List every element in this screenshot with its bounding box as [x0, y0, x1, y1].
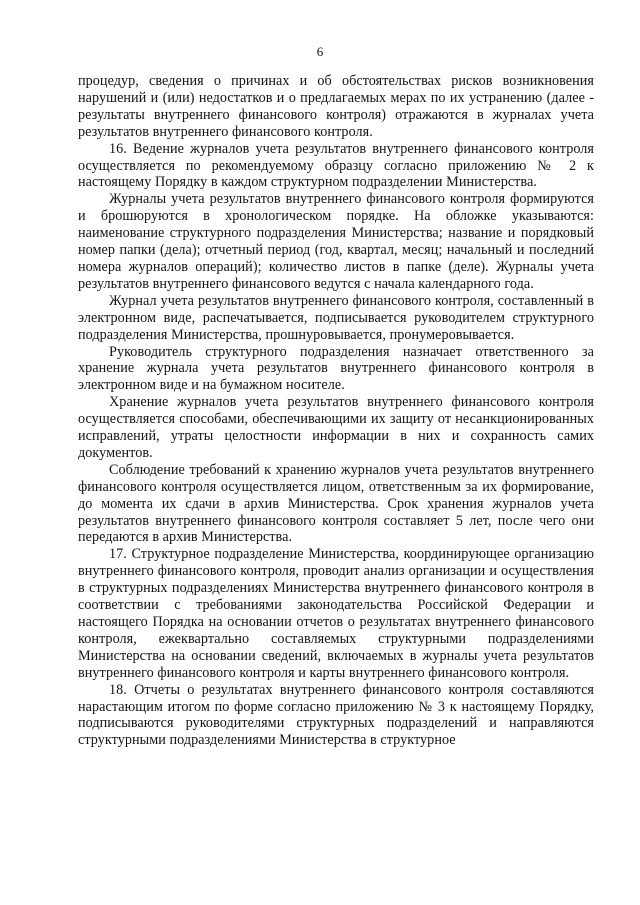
- paragraph-journals-formation: Журналы учета результатов внутреннего финансового контроля формируются и брошюруются в хронологическом порядке. На обложке указываются: наименование структурного подразделения Министерства; название и порядковый номер папки (дела); отчетный период (год, квартал, месяц; начальный и последний номера журналов операций); количество листов в папке (деле). Журналы учета результатов внутреннего финансового ведутся с начала календарного года.: [78, 191, 594, 292]
- paragraph-storage: Хранение журналов учета результатов внутреннего финансового контроля осуществляется способами, обеспечивающими их защиту от несанкционированных исправлений, утраты целостности информации в них и сохранность самих документов.: [78, 394, 594, 461]
- paragraph-continuation: процедур, сведения о причинах и об обстоятельствах рисков возникновения нарушений и (или) недостатков и о предлагаемых мерах по их устранению (далее - результаты внутреннего финансового контроля) отражаются в журналах учета результатов внутреннего финансового контроля.: [78, 73, 594, 140]
- paragraph-item-16: 16. Ведение журналов учета результатов внутреннего финансового контроля осуществляется по рекомендуемому образцу согласно приложению № 2 к настоящему Порядку в каждом структурном подразделении Министерства.: [78, 140, 594, 191]
- page-number: 6: [316, 44, 324, 59]
- paragraph-responsible-person: Руководитель структурного подразделения назначает ответственного за хранение журнала учета результатов внутреннего финансового контроля в электронном виде и на бумажном носителе.: [78, 343, 594, 394]
- paragraph-storage-compliance: Соблюдение требований к хранению журналов учета результатов внутреннего финансового контроля осуществляется лицом, ответственным за их формирование, до момента их сдачи в архив Министерства. Срок хранения журналов учета результатов внутреннего финансового контроля составляет 5 лет, после чего они передаются в архив Министерства.: [78, 461, 594, 546]
- paragraph-item-17: 17. Структурное подразделение Министерства, координирующее организацию внутреннего финансового контроля, проводит анализ организации и осуществления в структурных подразделениях Министерства внутреннего финансового контроля в соответствии с требованиями законодательства Российской Федерации и настоящего Порядка на основании отчетов о результатах внутреннего финансового контроля, ежеквартально составляемых структурными подразделениями Министерства на основании сведений, включаемых в журналы учета результатов внутреннего финансового контроля и карты внутреннего финансового контроля.: [78, 546, 594, 681]
- document-body: [78, 73, 594, 749]
- paragraph-item-18: 18. Отчеты о результатах внутреннего финансового контроля составляются нарастающим итогом по форме согласно приложению № 3 к настоящему Порядку, подписываются руководителями структурных подразделений и направляются структурными подразделениями Министерства в структурное: [78, 681, 594, 749]
- paragraph-electronic-journal: Журнал учета результатов внутреннего финансового контроля, составленный в электронном виде, распечатывается, подписывается руководителем структурного подразделения Министерства, прошнуровывается, пронумеровывается.: [78, 292, 594, 343]
